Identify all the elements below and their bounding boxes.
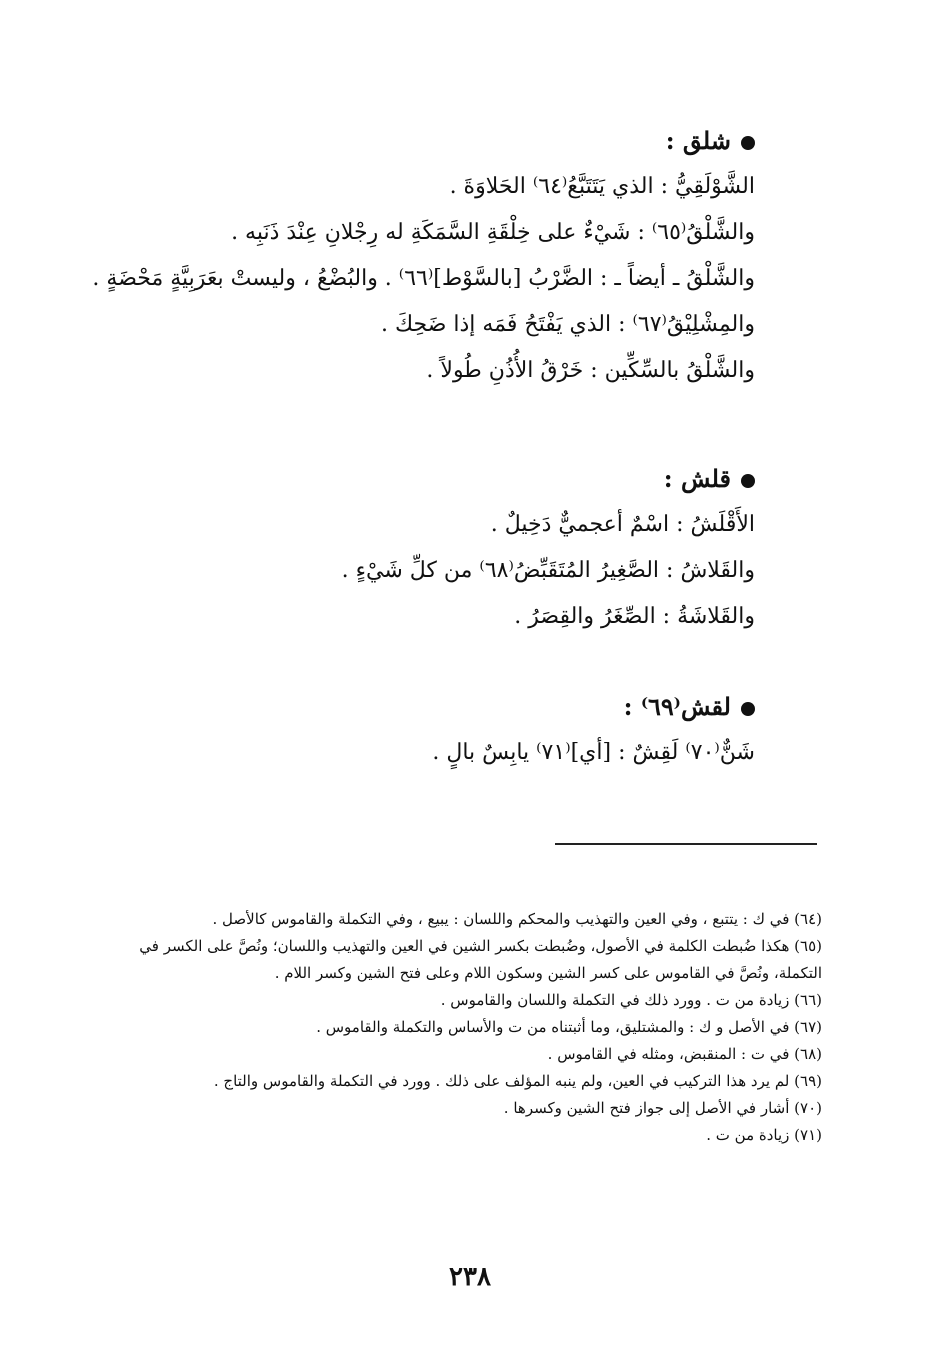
entry-line: والشَّلْقُ ـ أيضاً ـ : الضَّرْبُ [بالسَّوْط]⁽٦٦⁾ . والبُضْعُ ، وليستْ بعَرَبِيَّةٍ مَحْضَةٍ .: [92, 266, 755, 291]
entry-qalash: [105, 456, 755, 640]
entry-line: شَنٌّ⁽٧٠⁾ لَقِشٌ : [أي]⁽٧١⁾ يابِسٌ بالٍ .: [432, 740, 755, 765]
bullet-icon: [741, 702, 755, 716]
entry-line: والقَلاشُ : الصَّغِيرُ المُتَقَبِّضُ⁽٦٨⁾ من كلِّ شَيْءٍ .: [341, 558, 755, 583]
entry-heading: شلق :: [665, 126, 731, 155]
entry-shalaq: [92, 118, 755, 394]
entry-line: الأَقْلَشُ : اسْمٌ أعجميٌّ دَخِيلٌ .: [490, 512, 755, 537]
footnote: (٦٨) في ت : المنقبض، ومثله في القاموس .: [547, 1045, 822, 1063]
footnote: (٧٠) أشار في الأصل إلى جواز فتح الشين وكسرها .: [503, 1099, 822, 1117]
footnotes: [122, 906, 822, 1149]
footnote: (٦٧) في الأصل و ك : والمشتليق، وما أثبتناه من ت والأساس والتكملة والقاموس .: [316, 1018, 822, 1036]
bullet-icon: [741, 136, 755, 150]
entry-line: والمِشْلِيْقُ⁽٦٧⁾ : الذي يَفْتَحُ فَمَه إذا ضَحِكَ .: [380, 312, 755, 337]
footnote-divider: [555, 843, 817, 845]
entry-heading: لقش⁽٦٩⁾ :: [623, 692, 731, 721]
footnote: (٦٩) لم يرد هذا التركيب في العين، ولم ينبه المؤلف على ذلك . وورد في التكملة والقاموس والتاج .: [213, 1072, 822, 1090]
entry-laqash: [105, 684, 755, 776]
page-number: ٢٣٨: [449, 1262, 491, 1292]
dictionary-entries: [92, 118, 755, 776]
entry-line: والشَّلْقُ⁽٦٥⁾ : شَيْءٌ على خِلْقَةِ السَّمَكَةِ له رِجْلانِ عِنْدَ ذَنَبِه .: [231, 220, 755, 245]
footnote: (٦٥) هكذا ضُبطت الكلمة في الأصول، وضُبطت بكسر الشين في العين والتهذيب واللسان؛ ونُصَّ على الكسر في التكملة، ونُصَّ في القاموس على كسر الشين وسكون اللام وعلى فتح الشين وكسر اللام .: [139, 937, 822, 982]
entry-line: الشَّوْلَقِيُّ : الذي يَتَتَبَّعُ⁽٦٤⁾ الحَلاوَةَ .: [449, 174, 755, 199]
footnote: (٧١) زيادة من ت .: [706, 1126, 822, 1144]
bullet-icon: [741, 474, 755, 488]
entry-line: والقَلاشَةُ : الصِّغَرُ والقِصَرُ .: [514, 604, 755, 629]
footnote: (٦٦) زيادة من ت . وورد ذلك في التكملة واللسان والقاموس .: [440, 991, 822, 1009]
footnote: (٦٤) في ك : يتتبع ، وفي العين والتهذيب والمحكم واللسان : يبيع ، وفي التكملة والقاموس كالأصل .: [212, 910, 822, 928]
entry-line: والشَّلْقُ بالسِّكِّين : خَرْقُ الأُذُنِ طُولاً .: [426, 358, 755, 383]
entry-heading: قلش :: [663, 464, 731, 493]
